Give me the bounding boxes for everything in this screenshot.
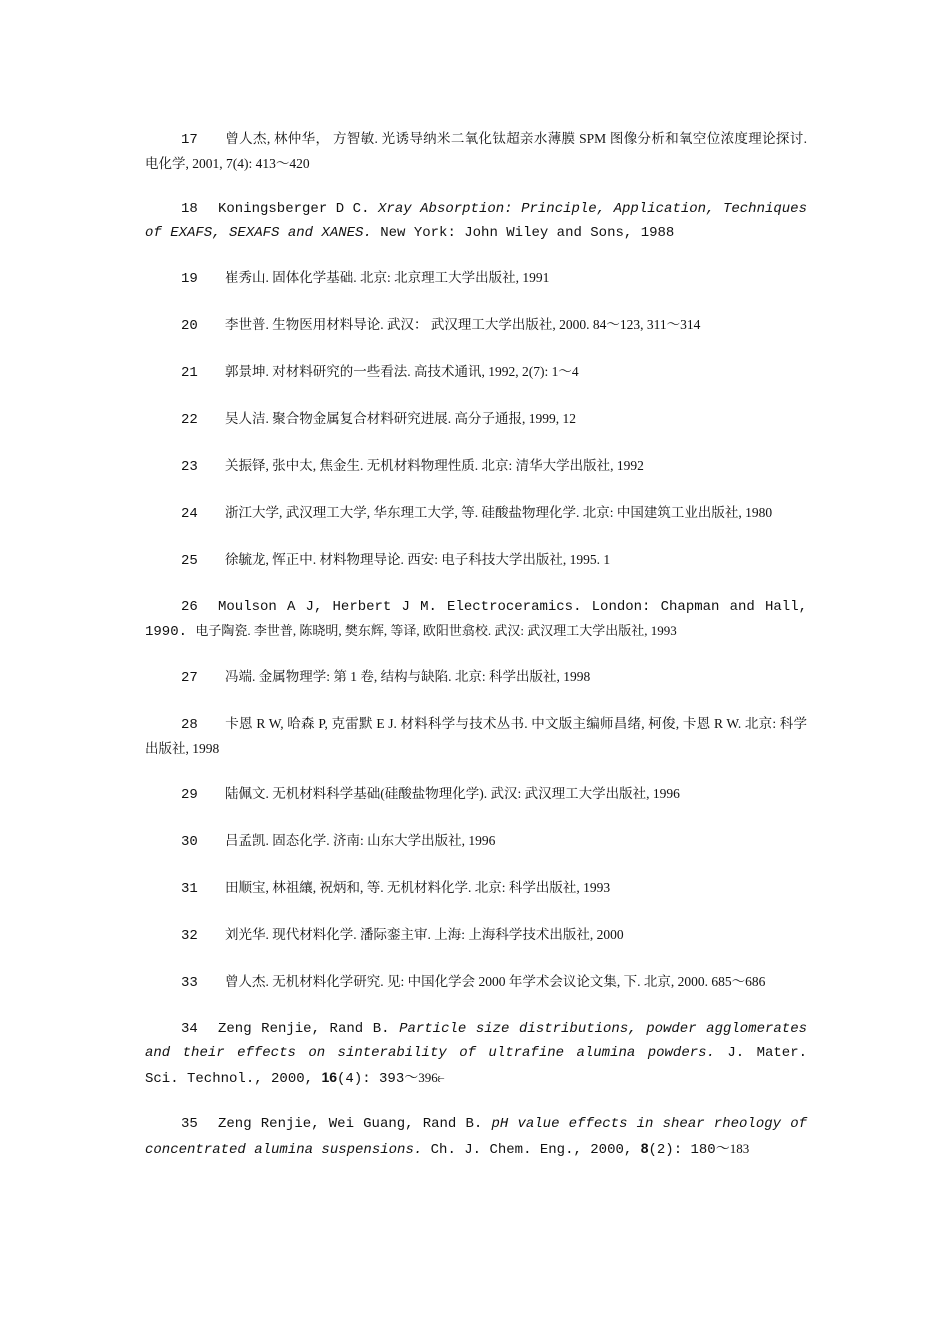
reference-text: 郭景坤. 对材料研究的一些看法. 高技术通讯, 1992, 2(7): 1～4 xyxy=(225,364,579,379)
reference-chinese-part: 电子陶瓷. 李世普, 陈晓明, 樊东辉, 等译, 欧阳世翕校. 武汉: 武汉理工大学出版社, 1993 xyxy=(195,623,677,638)
reference-text: 曾人杰. 无机材料化学研究. 见: 中国化学会 2000 年学术会议论文集, 下. 北京, 2000. 685～686 xyxy=(225,974,766,989)
reference-english-part: Moulson A J, Herbert J M. Electroceramics. London: Chapman and Hall, 1990. xyxy=(145,599,807,640)
reference-number: 29 xyxy=(181,787,198,803)
reference-text: 浙江大学, 武汉理工大学, 华东理工大学, 等. 硅酸盐物理化学. 北京: 中国建筑工业出版社, 1980 xyxy=(225,505,773,520)
reference-number: 33 xyxy=(181,975,198,991)
reference-number: 32 xyxy=(181,928,198,944)
reference-number: 19 xyxy=(181,271,198,287)
reference-number: 25 xyxy=(181,553,198,569)
reference-text: 冯端. 金属物理学: 第 1 卷, 结构与缺陷. 北京: 科学出版社, 1998 xyxy=(225,669,591,684)
reference-authors: Zeng Renjie, Wei Guang, Rand B. xyxy=(218,1116,492,1132)
reference-text: 李世普. 生物医用材料导论. 武汉： 武汉理工大学出版社, 2000. 84～123, 311～314 xyxy=(225,317,701,332)
reference-number: 21 xyxy=(181,365,198,381)
reference-volume: 8 xyxy=(640,1140,649,1156)
reference-item xyxy=(145,712,807,760)
reference-item xyxy=(145,970,807,995)
reference-page-end: 183 xyxy=(729,1141,750,1156)
reference-number: 22 xyxy=(181,412,198,428)
reference-text: 崔秀山. 固体化学基础. 北京: 北京理工大学出版社, 1991 xyxy=(225,270,550,285)
reference-text: 田顺宝, 林祖纕, 祝炳和, 等. 无机材料化学. 北京: 科学出版社, 1993 xyxy=(225,880,611,895)
reference-text: 关振铎, 张中太, 焦金生. 无机材料物理性质. 北京: 清华大学出版社, 1992 xyxy=(225,458,644,473)
reference-item xyxy=(145,595,807,644)
reference-number: 18 xyxy=(181,201,198,217)
reference-journal: Ch. J. Chem. Eng., 2000, xyxy=(422,1142,641,1158)
reference-number: 24 xyxy=(181,506,198,522)
reference-item xyxy=(145,313,807,338)
reference-item xyxy=(145,923,807,948)
reference-number: 26 xyxy=(181,599,198,615)
reference-item xyxy=(145,501,807,526)
reference-item xyxy=(145,1112,807,1162)
reference-text: 吴人洁. 聚合物金属复合材料研究进展. 高分子通报, 1999, 12 xyxy=(225,411,576,426)
reference-page-end: 396 xyxy=(418,1070,438,1085)
reference-authors: Zeng Renjie, Rand B. xyxy=(218,1021,400,1037)
reference-number: 20 xyxy=(181,318,198,334)
reference-issue: (4): 393～ xyxy=(337,1071,419,1087)
reference-text: 徐毓龙, 恽正中. 材料物理导论. 西安: 电子科技大学出版社, 1995. 1 xyxy=(225,552,611,567)
reference-text: 曾人杰, 林仲华， 方智敏. 光诱导纳米二氧化钛超亲水薄膜 SPM 图像分析和氧空位浓度理论探讨. 电化学, 2001, 7(4): 413～420 xyxy=(145,131,807,171)
reference-authors: Koningsberger D C. xyxy=(218,201,379,217)
reference-item xyxy=(145,454,807,479)
reference-item xyxy=(145,829,807,854)
reference-item xyxy=(145,197,807,245)
reference-title: pH value effects in shear rheology of concentrated alumina suspensions. xyxy=(145,1116,807,1158)
reference-title: Particle size distributions, powder agglomerates and their effects on sinterability of ultrafine alumina powders. xyxy=(145,1021,807,1061)
reference-issue: (2): 180～ xyxy=(648,1142,730,1158)
reference-number: 30 xyxy=(181,834,198,850)
reference-item xyxy=(145,407,807,432)
reference-number: 35 xyxy=(181,1116,198,1132)
reference-item xyxy=(145,665,807,690)
reference-item xyxy=(145,876,807,901)
reference-number: 27 xyxy=(181,670,198,686)
reference-text: 卡恩 R W, 哈森 P, 克雷默 E J. 材料科学与技术丛书. 中文版主编师昌绪, 柯俊, 卡恩 R W. 北京: 科学出版社, 1998 xyxy=(145,716,807,756)
reference-item xyxy=(145,782,807,807)
reference-item xyxy=(145,360,807,385)
reference-text: 陆佩文. 无机材料科学基础(硅酸盐物理化学). 武汉: 武汉理工大学出版社, 1996 xyxy=(225,786,680,801)
reference-text: 刘光华. 现代材料化学. 潘际銮主审. 上海: 上海科学技术出版社, 2000 xyxy=(225,927,624,942)
reference-item xyxy=(145,548,807,573)
reference-item xyxy=(145,1017,807,1091)
reference-item xyxy=(145,127,807,175)
reference-number: 31 xyxy=(181,881,198,897)
reference-number: 28 xyxy=(181,717,198,733)
reference-number: 34 xyxy=(181,1021,198,1037)
reference-list xyxy=(145,127,807,1183)
mark-icon: ⥼ xyxy=(437,1071,445,1085)
reference-volume: 16 xyxy=(321,1069,338,1085)
reference-title: Xray Absorption: Principle, Application, Techniques of EXAFS, SEXAFS and XANES. xyxy=(145,201,807,241)
reference-item xyxy=(145,266,807,291)
reference-publisher: New York: John Wiley and Sons, 1988 xyxy=(371,225,675,241)
reference-journal: J. Mater. Sci. Technol., 2000, xyxy=(145,1045,808,1087)
reference-number: 23 xyxy=(181,459,198,475)
reference-number: 17 xyxy=(181,132,198,148)
reference-text: 吕孟凯. 固态化学. 济南: 山东大学出版社, 1996 xyxy=(225,833,496,848)
